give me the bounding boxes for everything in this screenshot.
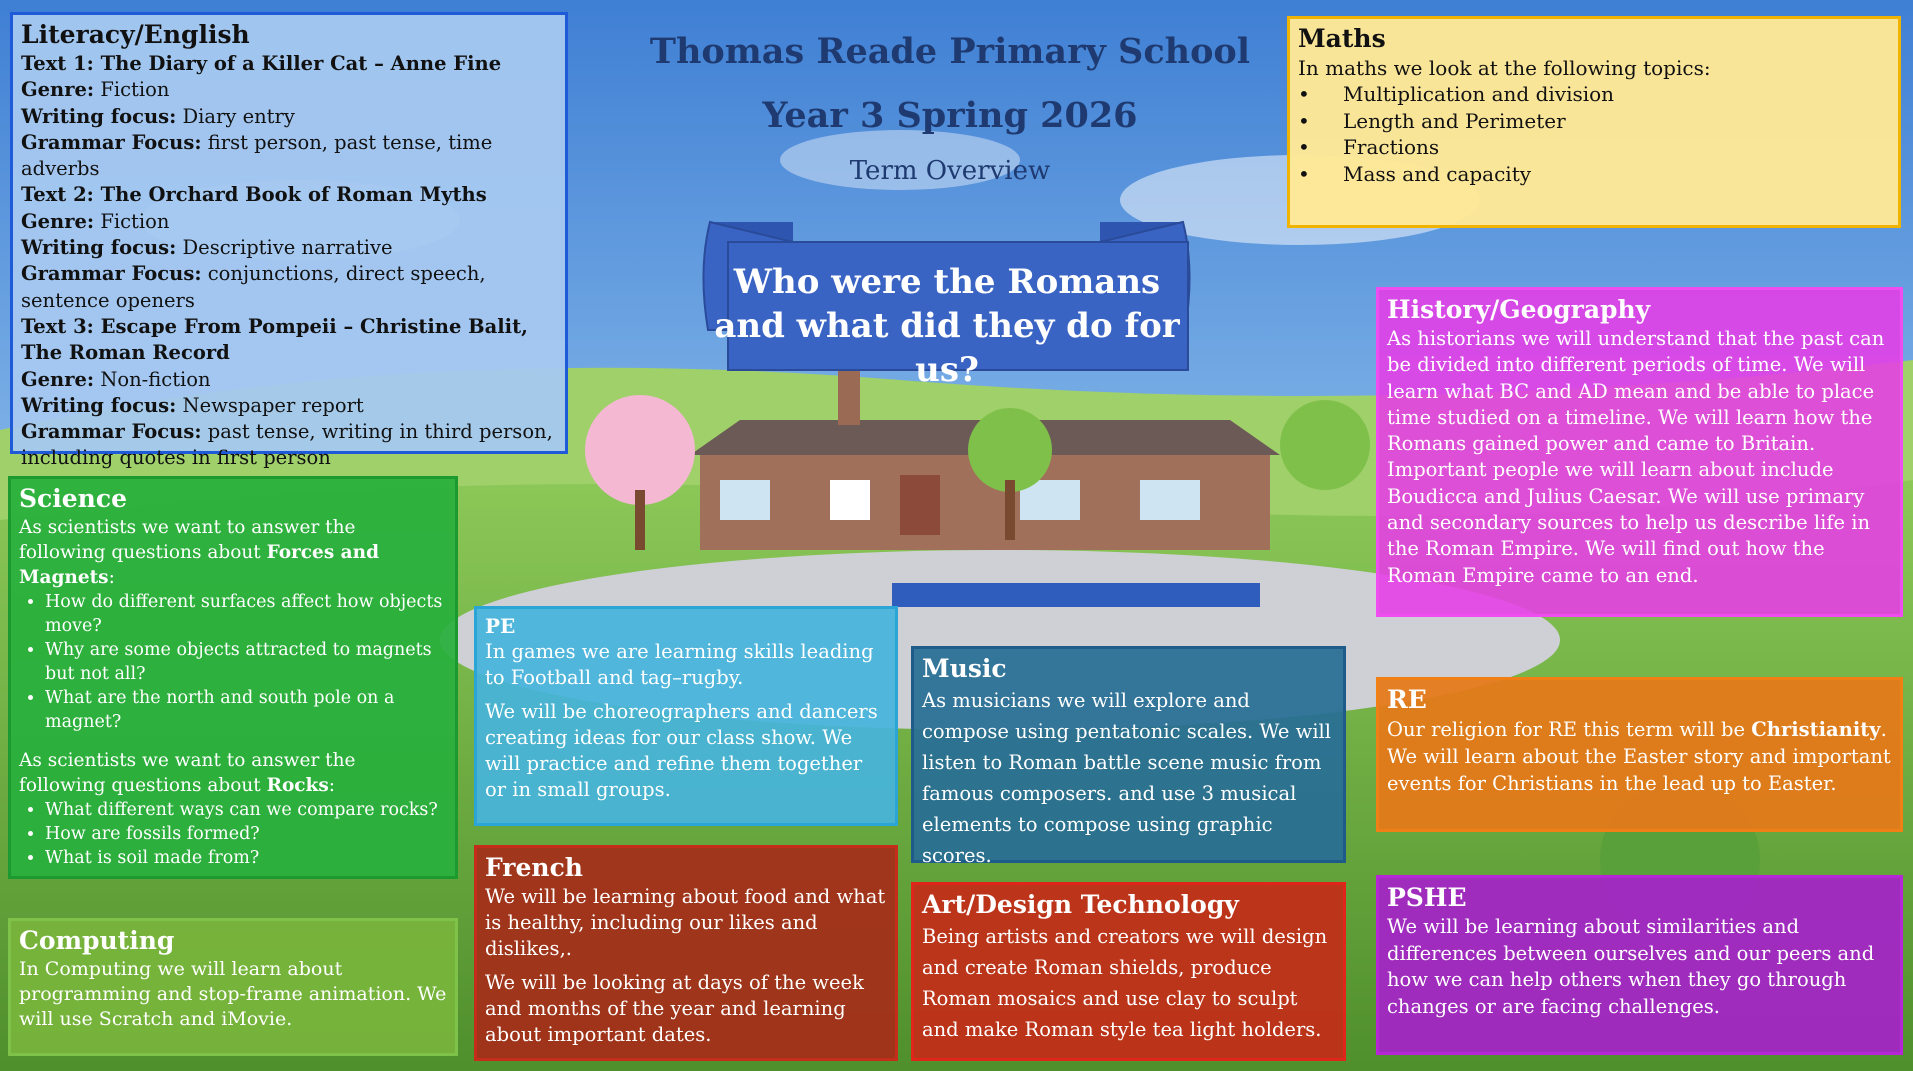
list-item: • How are fossils formed? xyxy=(45,822,447,846)
list-item: • What are the north and south pole on a magnet? xyxy=(45,686,447,734)
computing-body: In Computing we will learn about programming and stop-frame animation. We will use Scratch and iMovie. xyxy=(19,958,447,1030)
text1-genre: Fiction xyxy=(94,78,170,102)
text3-grammar: past tense, writing in third person, including quotes in first person xyxy=(21,420,553,470)
literacy-panel xyxy=(10,12,568,470)
term-title: Year 3 Spring 2026 xyxy=(762,95,1138,136)
pe-panel xyxy=(474,606,898,826)
text2-genre-label: Genre: xyxy=(21,209,95,233)
text2-title: Text 2: The Orchard Book of Roman Myths xyxy=(21,183,487,207)
text1-writing-label: Writing focus: xyxy=(21,104,177,128)
maths-topic-list xyxy=(1298,81,1890,187)
bullet-icon: • xyxy=(1298,82,1310,106)
french-food: We will be learning about food and what is healthy, including our likes and dislikes,. xyxy=(485,885,886,960)
list-item: • Multiplication and division xyxy=(1298,82,1615,106)
pe-dance: We will be choreographers and dancers creating ideas for our class show. We will practice and refine them together or in small groups. xyxy=(485,700,878,801)
bullet-icon: • xyxy=(1298,135,1310,159)
maths-intro: In maths we look at the following topics: xyxy=(1298,56,1711,80)
history-geography-panel xyxy=(1376,287,1903,617)
computing-title: Computing xyxy=(19,926,175,955)
bullet-icon: • xyxy=(1298,161,1310,186)
school-name: Thomas Reade Primary School xyxy=(649,31,1251,72)
text3-grammar-label: Grammar Focus: xyxy=(21,420,202,444)
science-intro-forces: As scientists we want to answer the following questions about Forces and Magnets: xyxy=(19,517,380,588)
list-item: • What different ways can we compare rocks? xyxy=(45,798,447,822)
maths-panel xyxy=(1287,16,1901,228)
science-forces-questions xyxy=(19,590,447,734)
list-item: • How do different surfaces affect how objects move? xyxy=(45,590,447,638)
text1-grammar-label: Grammar Focus: xyxy=(21,130,202,154)
pshe-panel xyxy=(1376,875,1903,1055)
french-title: French xyxy=(485,853,583,882)
text1-title: Text 1: The Diary of a Killer Cat – Anne Fine xyxy=(21,52,502,75)
art-title: Art/Design Technology xyxy=(922,890,1239,919)
text1-genre-label: Genre: xyxy=(21,78,95,102)
text2-grammar: conjunctions, direct speech, sentence openers xyxy=(21,262,486,312)
music-title: Music xyxy=(922,654,1007,683)
list-item: • Why are some objects attracted to magnets but not all? xyxy=(45,638,447,686)
pshe-body: We will be learning about similarities and differences between ourselves and our peers and how we can help others when they go through changes or are facing challenges. xyxy=(1387,915,1875,1018)
title-block xyxy=(620,28,1280,187)
science-panel xyxy=(8,476,458,879)
pe-games: In games we are learning skills leading to Football and tag–rugby. xyxy=(485,640,874,689)
text3-genre-label: Genre: xyxy=(21,367,95,391)
pe-title: PE xyxy=(485,614,516,638)
computing-panel xyxy=(8,918,458,1056)
list-item: • Fractions xyxy=(1298,135,1440,159)
text2-writing-label: Writing focus: xyxy=(21,236,177,260)
history-body: As historians we will understand that the past can be divided into different periods of time. We will learn what BC and AD mean and be able to place time studied on a timeline. We will learn how the Romans gained power and came to Britain. Important people we will learn about include Boudicca and Julius Caesar. We will use primary and secondary sources to help us describe life in the Roman Empire. We will find out how the Roman Empire came to an end. xyxy=(1387,327,1885,587)
maths-title: Maths xyxy=(1298,24,1386,53)
re-title: RE xyxy=(1387,685,1427,714)
term-overview-label: Term Overview xyxy=(849,156,1051,186)
re-panel xyxy=(1376,677,1903,832)
text1-writing: Diary entry xyxy=(176,104,295,128)
text2-writing: Descriptive narrative xyxy=(176,236,393,260)
text3-genre: Non-fiction xyxy=(94,367,211,391)
pshe-title: PSHE xyxy=(1387,883,1467,912)
art-design-panel xyxy=(911,882,1346,1061)
science-title: Science xyxy=(19,484,127,513)
french-panel xyxy=(474,845,898,1061)
french-dates: We will be looking at days of the week and months of the year and learning about important dates. xyxy=(485,971,864,1046)
bullet-icon: • xyxy=(1298,108,1310,133)
text2-grammar-label: Grammar Focus: xyxy=(21,262,202,286)
list-item: • Mass and capacity xyxy=(1298,161,1532,186)
text3-title: Text 3: Escape From Pompeii – Christine Balit, The Roman Record xyxy=(21,314,528,365)
science-intro-rocks: As scientists we want to answer the following questions about Rocks: xyxy=(19,750,356,796)
text2-genre: Fiction xyxy=(94,209,170,233)
text3-writing: Newspaper report xyxy=(176,393,364,417)
text3-writing-label: Writing focus: xyxy=(21,393,177,417)
text1-grammar: first person, past tense, time adverbs xyxy=(21,130,493,181)
list-item: • Length and Perimeter xyxy=(1298,108,1566,133)
topic-question: Who were the Romans and what did they do for us? xyxy=(714,262,1180,390)
music-body: As musicians we will explore and compose using pentatonic scales. We will listen to Roman battle scene music from famous composers. and use 3 musical elements to compose using graphic scores. xyxy=(922,689,1332,867)
re-body: Our religion for RE this term will be Christianity. We will learn about the Easter story and important events for Christians in the lead up to Easter. xyxy=(1387,718,1891,795)
list-item: • What is soil made from? xyxy=(45,846,447,870)
music-panel xyxy=(911,646,1346,867)
history-title: History/Geography xyxy=(1387,295,1651,324)
literacy-title: Literacy/English xyxy=(21,20,250,49)
science-rocks-questions xyxy=(19,798,447,870)
art-body: Being artists and creators we will design and create Roman shields, produce Roman mosaics and use clay to sculpt and make Roman style tea light holders. xyxy=(922,925,1328,1041)
